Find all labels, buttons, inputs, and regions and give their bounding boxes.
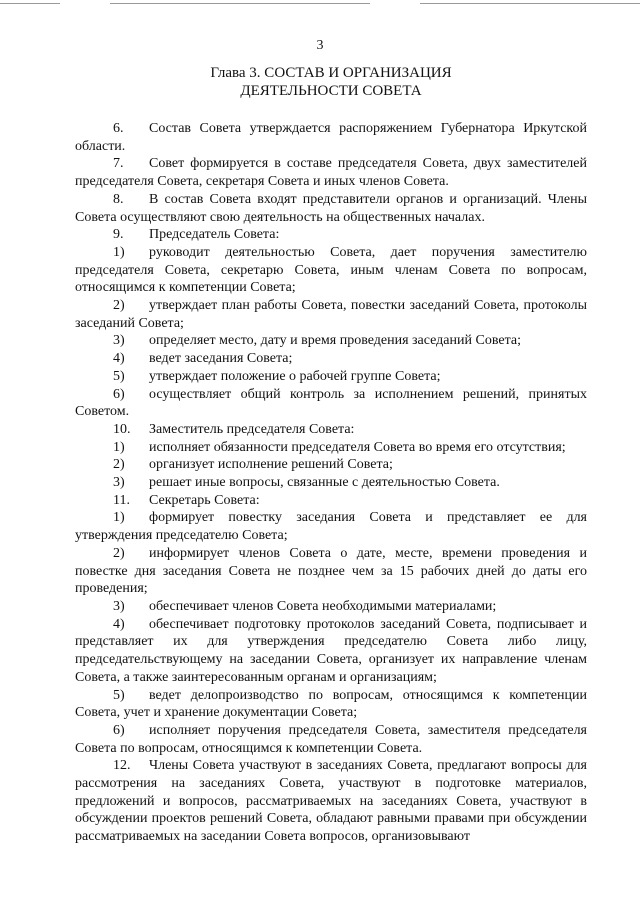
paragraph-text: Секретарь Совета: — [149, 492, 260, 508]
paragraph-text: Члены Совета участвуют в заседаниях Совета, предлагают вопросы для рассмотрения на заседаниях Совета, участвуют в подготовке материалов, предложений и вопросов, рассматриваемых на заседаниях Совета, участвуют в обсуждении проектов решений Совета, обладают равными правами при обсуждении рассматриваемых на заседании Совета вопросов, организовывают — [75, 758, 587, 845]
list-item — [75, 456, 587, 474]
paragraph-text: Председатель Совета: — [149, 227, 280, 243]
list-item-number: 5) — [113, 687, 125, 703]
paragraph — [75, 421, 587, 439]
paragraph — [75, 226, 587, 244]
list-item-text: решает иные вопросы, связанные с деятельностью Совета. — [149, 475, 500, 491]
paragraph-text: В состав Совета входят представители органов и организаций. Члены Совета осуществляют свою деятельность на общественных началах. — [75, 191, 587, 225]
list-item-number: 2) — [113, 457, 125, 473]
list-item-text: утверждает положение о рабочей группе Совета; — [149, 368, 441, 384]
page-number: 3 — [316, 38, 324, 53]
list-item-text: ведет делопроизводство по вопросам, относящимся к компетенции Совета, учет и хранение документации Совета; — [75, 687, 587, 721]
paragraph — [75, 492, 587, 510]
list-item-text: утверждает план работы Совета, повестки заседаний Совета, протоколы заседаний Совета; — [75, 298, 587, 331]
paragraph-number: 9. — [113, 227, 124, 243]
list-item — [75, 474, 587, 492]
document-body — [75, 120, 587, 846]
list-item — [75, 386, 587, 421]
paragraph — [75, 757, 587, 846]
chapter-title-line: Глава 3. СОСТАВ И ОРГАНИЗАЦИЯ — [210, 65, 452, 81]
list-item-number: 3) — [113, 475, 125, 491]
paragraph-number: 11. — [113, 492, 130, 508]
paragraph-text: Заместитель председателя Совета: — [149, 421, 355, 437]
list-item — [75, 350, 587, 368]
scan-edge-line — [0, 3, 60, 4]
paragraph-number: 6. — [113, 121, 124, 136]
list-item — [75, 244, 587, 297]
list-item — [75, 439, 587, 457]
list-item-text: исполняет поручения председателя Совета, заместителя председателя Совета по вопросам, относящимся к компетенции Совета. — [75, 722, 587, 756]
list-item-number: 6) — [113, 722, 125, 738]
list-item-number: 3) — [113, 333, 125, 349]
chapter-title — [75, 64, 587, 100]
list-item-number: 4) — [113, 351, 125, 367]
list-item-text: обеспечивает членов Совета необходимыми материалами; — [149, 598, 497, 614]
list-item-text: формирует повестку заседания Совета и представляет ее для утверждения председателю Совета; — [75, 510, 587, 544]
list-item — [75, 545, 587, 598]
paragraph-number: 8. — [113, 191, 124, 207]
list-item-text: организует исполнение решений Совета; — [149, 457, 393, 473]
list-item-text: определяет место, дату и время проведения заседаний Совета; — [149, 333, 521, 349]
list-item-number: 4) — [113, 616, 125, 632]
paragraph-number: 12. — [113, 758, 131, 774]
list-item-text: информирует членов Совета о дате, месте, времени проведения и повестке дня заседания Совета не позднее чем за 15 рабочих дней до даты его проведения; — [75, 545, 587, 597]
list-item-number: 1) — [113, 439, 125, 455]
paragraph-text: Совет формируется в составе председателя Совета, двух заместителей председателя Совета, секретаря Совета и иных членов Совета. — [75, 156, 587, 190]
list-item-text: обеспечивает подготовку протоколов заседаний Совета, подписывает и представляет их для утверждения председателю Совета либо лицу, председательствующему на заседании Совета, организует их направление членам Совета, а также заинтересованным органам и организациям; — [75, 616, 587, 685]
list-item-text: руководит деятельностью Совета, дает поручения заместителю председателя Совета, секретарю Совета, иным членам Совета по вопросам, относящимся к компетенции Совета; — [75, 244, 587, 296]
list-item — [75, 722, 587, 757]
paragraph — [75, 191, 587, 226]
list-item-number: 2) — [113, 298, 125, 314]
list-item — [75, 297, 587, 332]
list-item-number: 6) — [113, 386, 125, 402]
list-item-text: ведет заседания Совета; — [149, 351, 293, 367]
paragraph-text: Состав Совета утверждается распоряжением Губернатора Иркутской области. — [75, 121, 587, 154]
paragraph-number: 10. — [113, 421, 131, 437]
paragraph — [75, 120, 587, 155]
list-item-text: исполняет обязанности председателя Совета во время его отсутствия; — [149, 439, 566, 455]
scan-edge-line — [110, 3, 370, 4]
list-item — [75, 616, 587, 687]
list-item — [75, 687, 587, 722]
list-item-number: 3) — [113, 598, 125, 614]
list-item-number: 1) — [113, 510, 125, 526]
list-item-text: осуществляет общий контроль за исполнением решений, принятых Советом. — [75, 386, 587, 420]
paragraph — [75, 155, 587, 190]
list-item — [75, 332, 587, 350]
list-item — [75, 368, 587, 386]
scan-edge-line — [420, 3, 640, 4]
list-item-number: 1) — [113, 244, 125, 260]
paragraph-number: 7. — [113, 156, 124, 172]
list-item-number: 2) — [113, 545, 125, 561]
list-item — [75, 598, 587, 616]
list-item — [75, 509, 587, 544]
list-item-number: 5) — [113, 368, 125, 384]
chapter-title-line: ДЕЯТЕЛЬНОСТИ СОВЕТА — [240, 83, 422, 99]
